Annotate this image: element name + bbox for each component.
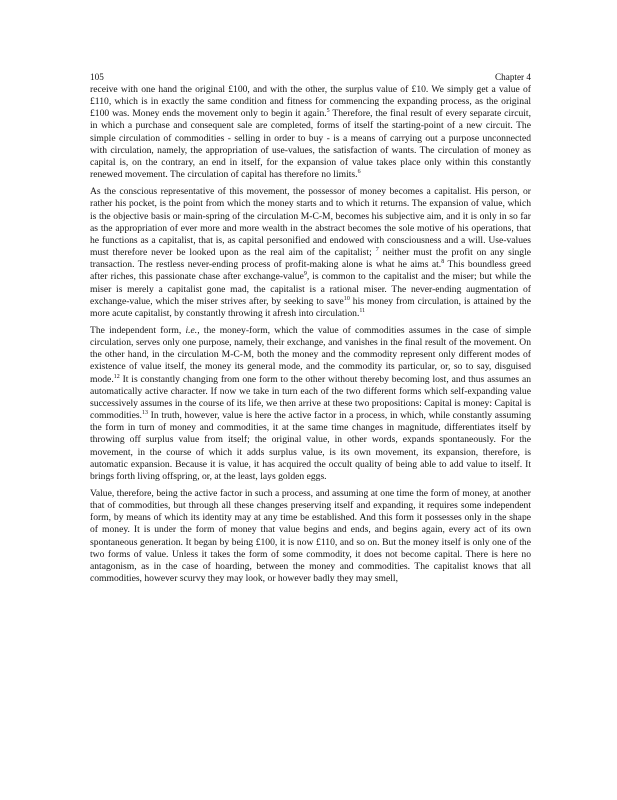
text-run: neither must the profit on any single transaction. The restless never-ending process of profit-making alone is what he aims at. — [90, 247, 532, 271]
footnote-ref: 13 — [141, 410, 148, 417]
footnote-ref: 5 — [326, 108, 330, 115]
footnote-ref: 7 — [375, 247, 379, 254]
text-run: Value, therefore, being the active factor in such a process, and assuming at one time the form of money, at another that of commodities, but through all these changes preserving itself and expanding, it requires some independent form, by means of which its identity may at any time be established. And this form it possesses only in the shape of money. It is under the form of money that value begins and ends, and begins again, every act of its own spontaneous generation. It began by being £100, it is now £110, and so on. But the money itself is only one of the two forms of value. Unless it takes the form of some commodity, it does not become capital. There is here no antagonism, as in the case of hoarding, between the money and commodities. The capitalist knows that all commodities, however scurvy they may look, or however badly they may smell, — [90, 488, 531, 585]
paragraph — [90, 84, 531, 181]
page-header — [90, 72, 531, 83]
body-text — [90, 84, 531, 585]
footnote-ref: 12 — [113, 373, 120, 380]
text-run: his money from circulation, is attained by the more acute capitalist, by constantly throwing it afresh into circulation. — [90, 295, 531, 319]
chapter-label: Chapter 4 — [495, 72, 531, 82]
text-run: It is constantly changing from one form to the other without thereby becoming lost, and thus assumes an automatically active character. If now we take in turn each of the two different forms which self-expanding value successively assumes in the course of its life, we then arrive at these two propositions: Capital is money: Capital is commodities. — [90, 373, 531, 422]
document-page — [90, 72, 531, 590]
text-run: This boundless greed after riches, this passionate chase after exchange-value — [90, 259, 531, 283]
paragraph — [90, 325, 531, 483]
footnote-ref: 11 — [359, 307, 366, 314]
text-run: As the conscious representative of this movement, the possessor of money becomes a capitalist. His person, or rather his pocket, is the point from which the money starts and to which it returns. The expansion of value, which is the objective basis or main-spring of the circulation M-C-M, becomes his subjective aim, and it is only in so far as the appropriation of ever more and more wealth in the abstract becomes the sole motive of his operations, that he functions as a capitalist, that is, as capital personified and endowed with consciousness and a will. Use-values must therefore never be looked upon as the real aim of the capitalist; — [90, 186, 531, 259]
footnote-ref: 10 — [343, 295, 350, 302]
text-run: , the money-form, which the value of commodities assumes in the case of simple circulation, serves only one purpose, namely, their exchange, and vanishes in the final result of the movement. On the other hand, in the circulation M-C-M, both the money and the commodity represent only different modes of existence of value itself, the money its general mode, and the commodity its particular, or, so to say, disguised mode. — [90, 324, 531, 385]
italic-text: i.e. — [185, 324, 198, 336]
text-run: , is common to the capitalist and the miser; but while the miser is merely a capitalist gone mad, the capitalist is a rational miser. The never-ending augmentation of exchange-value, which the miser strives after, by seeking to save — [90, 271, 531, 307]
page-number: 105 — [90, 72, 104, 82]
footnote-ref: 9 — [303, 271, 307, 278]
text-run: Therefore, the final result of every separate circuit, in which a purchase and consequent sale are completed, forms of itself the starting-point of a new circuit. The simple circulation of commodities - selling in order to buy - is a means of carrying out a purpose unconnected with circulation, namely, the appropriation of use-values, the satisfaction of wants. The circulation of money as capital is, on the contrary, an end in itself, for the expansion of value takes place only within this constantly renewed movement. The circulation of capital has therefore no limits. — [90, 108, 531, 181]
paragraph — [90, 186, 531, 320]
footnote-ref: 8 — [441, 259, 445, 266]
text-run: In truth, however, value is here the active factor in a process, in which, while constantly assuming the form in turn of money and commodities, it at the same time changes in magnitude, differentiates itself by throwing off surplus value from itself; the original value, in other words, expands spontaneously. For the movement, in the course of which it adds surplus value, is its own movement, its expansion, therefore, is automatic expansion. Because it is value, it has acquired the occult quality of being able to add value to itself. It brings forth living offspring, or, at the least, lays golden eggs. — [90, 410, 531, 482]
text-run: The independent form, — [90, 324, 186, 336]
paragraph — [90, 488, 531, 585]
text-run: receive with one hand the original £100, and with the other, the surplus value of £10. We simply get a value of £110, which is in exactly the same condition and fitness for commencing the expanding process, as the original £100 was. Money ends the movement only to begin it again. — [90, 84, 531, 120]
footnote-ref: 6 — [357, 169, 361, 176]
